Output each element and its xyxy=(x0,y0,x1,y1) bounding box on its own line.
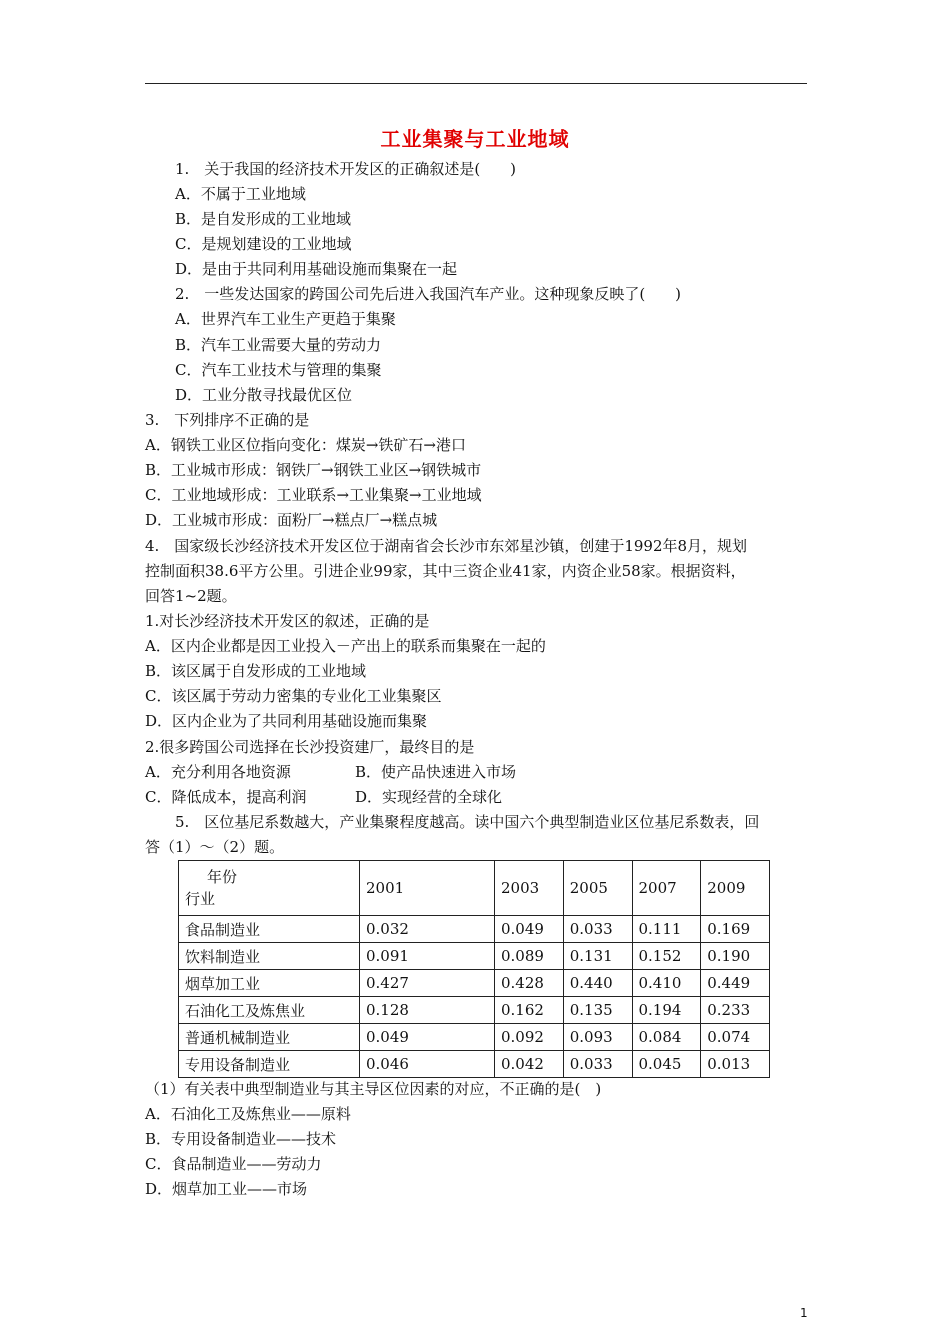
value-cell: 0.045 xyxy=(632,1051,701,1078)
industry-cell: 石油化工及炼焦业 xyxy=(179,997,360,1024)
q4-sub1-option-c: C．该区属于劳动力密集的专业化工业集聚区 xyxy=(145,687,442,705)
q4-sub2-option-d: D．实现经营的全球化 xyxy=(355,788,503,806)
gini-table xyxy=(178,860,770,1078)
q3-stem: 3. 下列排序不正确的是 xyxy=(145,411,310,429)
value-cell: 0.093 xyxy=(563,1024,632,1051)
header-rule xyxy=(145,83,807,84)
industry-cell: 饮料制造业 xyxy=(179,943,360,970)
q4-sub2-option-a: A．充分利用各地资源 xyxy=(145,763,291,781)
q4-intro-line1: 4. 国家级长沙经济技术开发区位于湖南省会长沙市东郊星沙镇，创建于1992年8月，规划 xyxy=(145,537,748,555)
value-cell: 0.046 xyxy=(360,1051,495,1078)
q1-option-d: D．是由于共同利用基础设施而集聚在一起 xyxy=(175,260,458,278)
year-header: 2001 xyxy=(360,861,495,916)
value-cell: 0.089 xyxy=(495,943,564,970)
value-cell: 0.049 xyxy=(360,1024,495,1051)
page-number: 1 xyxy=(800,1306,808,1320)
q5-sub1-option-c: C．食品制造业——劳动力 xyxy=(145,1155,322,1173)
industry-cell: 专用设备制造业 xyxy=(179,1051,360,1078)
year-header: 2003 xyxy=(495,861,564,916)
q5-sub1-option-a: A．石油化工及炼焦业——原料 xyxy=(145,1105,351,1123)
q4-sub2-row-cd xyxy=(145,786,503,808)
value-cell: 0.033 xyxy=(563,1051,632,1078)
q1-option-b: B．是自发形成的工业地域 xyxy=(175,210,352,228)
q3-option-c: C．工业地域形成：工业联系→工业集聚→工业地域 xyxy=(145,486,482,504)
q4-sub1-stem: 1.对长沙经济技术开发区的叙述，正确的是 xyxy=(145,612,430,630)
value-cell: 0.233 xyxy=(701,997,770,1024)
industry-cell: 食品制造业 xyxy=(179,916,360,943)
year-header: 2009 xyxy=(701,861,770,916)
q2-stem: 2. 一些发达国家的跨国公司先后进入我国汽车产业。这种现象反映了( ) xyxy=(175,285,682,303)
value-cell: 0.427 xyxy=(360,970,495,997)
q5-sub1-stem: （1）有关表中典型制造业与其主导区位因素的对应，不正确的是( ) xyxy=(145,1080,602,1098)
table-row xyxy=(179,1051,770,1078)
q5-intro-line2: 答（1）～（2）题。 xyxy=(145,838,285,856)
q1-option-c: C．是规划建设的工业地域 xyxy=(175,235,352,253)
table-row xyxy=(179,997,770,1024)
q5-sub1-option-d: D．烟草加工业——市场 xyxy=(145,1180,308,1198)
q4-sub2-row-ab xyxy=(145,761,517,783)
value-cell: 0.033 xyxy=(563,916,632,943)
q4-intro-line2: 控制面积38.6平方公里。引进企业99家，其中三资企业41家，内资企业58家。根据资料， xyxy=(145,562,746,580)
value-cell: 0.074 xyxy=(701,1024,770,1051)
q5-sub1-option-b: B．专用设备制造业——技术 xyxy=(145,1130,337,1148)
value-cell: 0.410 xyxy=(632,970,701,997)
value-cell: 0.135 xyxy=(563,997,632,1024)
q4-sub1-option-b: B．该区属于自发形成的工业地域 xyxy=(145,662,367,680)
year-header: 2007 xyxy=(632,861,701,916)
value-cell: 0.194 xyxy=(632,997,701,1024)
q4-sub2-stem: 2.很多跨国公司选择在长沙投资建厂，最终目的是 xyxy=(145,738,475,756)
page-title: 工业集聚与工业地域 xyxy=(380,127,570,151)
value-cell: 0.042 xyxy=(495,1051,564,1078)
industry-cell: 普通机械制造业 xyxy=(179,1024,360,1051)
value-cell: 0.084 xyxy=(632,1024,701,1051)
value-cell: 0.013 xyxy=(701,1051,770,1078)
table-row xyxy=(179,943,770,970)
table-header-row xyxy=(179,861,770,916)
value-cell: 0.440 xyxy=(563,970,632,997)
q3-option-b: B．工业城市形成：钢铁厂→钢铁工业区→钢铁城市 xyxy=(145,461,482,479)
q4-sub1-option-d: D．区内企业为了共同利用基础设施而集聚 xyxy=(145,712,428,730)
value-cell: 0.190 xyxy=(701,943,770,970)
table-row xyxy=(179,1024,770,1051)
value-cell: 0.091 xyxy=(360,943,495,970)
q1-option-a: A．不属于工业地域 xyxy=(175,185,306,203)
industry-cell: 烟草加工业 xyxy=(179,970,360,997)
value-cell: 0.128 xyxy=(360,997,495,1024)
value-cell: 0.428 xyxy=(495,970,564,997)
q2-option-b: B．汽车工业需要大量的劳动力 xyxy=(175,336,382,354)
q5-intro-line1: 5. 区位基尼系数越大，产业集聚程度越高。读中国六个典型制造业区位基尼系数表，回 xyxy=(175,813,760,831)
q3-option-a: A．钢铁工业区位指向变化：煤炭→铁矿石→港口 xyxy=(145,436,466,454)
q3-option-d: D．工业城市形成：面粉厂→糕点厂→糕点城 xyxy=(145,511,438,529)
value-cell: 0.092 xyxy=(495,1024,564,1051)
value-cell: 0.449 xyxy=(701,970,770,997)
corner-year-label: 年份 xyxy=(207,868,238,886)
q4-sub1-option-a: A．区内企业都是因工业投入－产出上的联系而集聚在一起的 xyxy=(145,637,546,655)
table-body xyxy=(179,916,770,1078)
q1-stem: 1. 关于我国的经济技术开发区的正确叙述是( ) xyxy=(175,160,517,178)
table-row xyxy=(179,970,770,997)
table-corner-cell xyxy=(179,861,360,916)
value-cell: 0.162 xyxy=(495,997,564,1024)
q4-sub2-option-b: B．使产品快速进入市场 xyxy=(355,763,517,781)
value-cell: 0.131 xyxy=(563,943,632,970)
value-cell: 0.152 xyxy=(632,943,701,970)
value-cell: 0.049 xyxy=(495,916,564,943)
value-cell: 0.032 xyxy=(360,916,495,943)
value-cell: 0.111 xyxy=(632,916,701,943)
q2-option-a: A．世界汽车工业生产更趋于集聚 xyxy=(175,310,396,328)
corner-industry-label: 行业 xyxy=(185,890,216,908)
q4-sub2-option-c: C．降低成本，提高利润 xyxy=(145,788,307,806)
q2-option-d: D．工业分散寻找最优区位 xyxy=(175,386,353,404)
year-header: 2005 xyxy=(563,861,632,916)
q2-option-c: C．汽车工业技术与管理的集聚 xyxy=(175,361,382,379)
table-row xyxy=(179,916,770,943)
value-cell: 0.169 xyxy=(701,916,770,943)
q4-intro-line3: 回答1~2题。 xyxy=(145,587,237,605)
